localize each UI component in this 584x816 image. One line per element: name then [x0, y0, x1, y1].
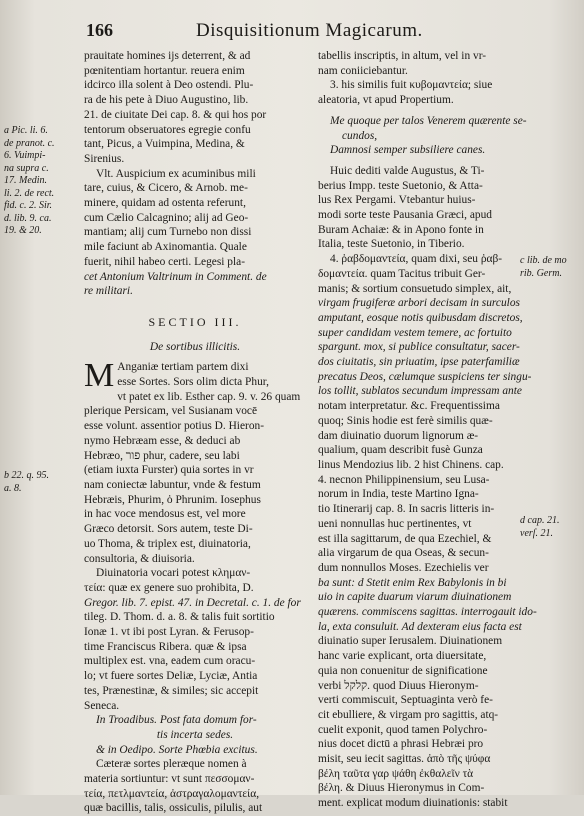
- text-line: tant, Picus, a Vuimpina, Medina, &: [84, 138, 245, 151]
- text-line: linus Mendozius lib. 2 hist Chinens. cap.: [318, 458, 504, 471]
- text-line: materia sortiuntur: vt sunt πεσσομαν-: [84, 773, 255, 786]
- verse-line: & in Oedipo. Sorte Phœbia excitus.: [96, 743, 258, 756]
- text-line: virgam frugiferæ arbori decisam in surculos: [318, 297, 520, 310]
- text-line: uo Thoma, & triplex est, diuinatoria,: [84, 537, 251, 550]
- text-line: notam interpretatur. &c. Frequentissima: [318, 400, 500, 413]
- section-heading: SECTIO III.: [148, 314, 242, 329]
- text-line: tabellis inscriptis, in altum, vel in vr-: [318, 50, 487, 62]
- text-line: Buram Achaiæ: & in Apono fonte in: [318, 223, 484, 236]
- text-line: lus Rex Pergami. Vtebantur huius-: [318, 194, 476, 207]
- text-line: βέλη. & Diuus Hieronymus in Com-: [318, 782, 485, 795]
- text-line: dos ciuitatis, sin priuatim, ipse paterfamiliæ: [318, 356, 520, 369]
- text-line: quæ bacillis, talis, ossiculis, pilulis, aut: [84, 802, 263, 815]
- text-line: los tollit, sublatos secundum impressam ante: [318, 385, 522, 398]
- text-line: cum Cælio Calcagnino; alij ad Geo-: [84, 211, 249, 224]
- text-line: pœnitentiam hortantur. reuera enim: [84, 64, 245, 77]
- text-line: qualium, quam describit fusè Gunza: [318, 444, 483, 457]
- text-line: multiplex est. vna, eadem cum oracu-: [84, 655, 256, 668]
- text-line: Diuinatoria vocari potest κλημαν-: [96, 567, 251, 580]
- text-line: quærens. commiscens sagittas. interrogauit ido-: [318, 606, 537, 619]
- text-line: alia virgarum de qua Oseas, & secun-: [318, 547, 489, 560]
- margin-note-line: d. lib. 9. ca.: [4, 212, 52, 224]
- text-line: cit ebulliere, & virgam pro sagittis, atq-: [318, 708, 499, 721]
- margin-note-b: [4, 470, 80, 495]
- margin-note-c: [520, 255, 584, 280]
- text-line: Vlt. Auspicium ex acuminibus mili: [96, 167, 256, 180]
- text-line: τεία, πετλμαντεία, ἀστραγαλομαντεία,: [84, 787, 260, 800]
- text-line: 4. ῥαβδομαντεία, quam dixi, seu ῥαβ-: [330, 253, 503, 266]
- text-line: verbi קלקל. quod Diuus Hieronym-: [318, 679, 479, 692]
- text-line: esse Sortes. Sors olim dicta Phur,: [117, 376, 269, 389]
- text-line: 3. his similis fuit κυβομαντεία; siue: [330, 79, 493, 92]
- text-line: ment. explicat modum diuinationis: stabit: [318, 797, 508, 810]
- text-line: fuerit, nihil habeo certi. Legesi pla-: [84, 255, 245, 268]
- text-line: minere, quidam ad ostenta referunt,: [84, 197, 246, 210]
- text-line: la, exta consuluit. Ad dexteram eius facta est: [318, 620, 522, 633]
- text-line: ba sunt: d Stetit enim Rex Babylonis in bi: [318, 576, 507, 589]
- left-text-column: [84, 49, 306, 816]
- text-line: tentorum obseruatores egregie confu: [84, 123, 251, 136]
- text-line: uio in capite duarum viarum diuinationem: [318, 591, 512, 604]
- text-line: berius Impp. teste Suetonio, & Atta-: [318, 179, 483, 192]
- verse-line: tis incerta sedes.: [156, 728, 234, 741]
- text-line: Sirenius.: [84, 152, 125, 165]
- paragraph-sortes: [84, 357, 306, 566]
- margin-note-d: [520, 515, 584, 540]
- text-line: 21. de ciuitate Dei cap. 8. & qui hos por: [84, 108, 267, 121]
- running-title: Disquisitionum Magicarum.: [196, 20, 423, 41]
- text-line: re militari.: [84, 285, 133, 298]
- text-line: Hebræis, Phurim, ὁ Phrunim. Iosephus: [84, 493, 261, 506]
- text-line: esse volunt. assentior potius D. Hieron-: [84, 420, 265, 433]
- text-line: amputant, eosque notis quibusdam discretos,: [318, 311, 523, 324]
- text-line: mile faciunt ab Axinomantia. Quale: [84, 241, 247, 254]
- section-subtitle: De sortibus illicitis.: [149, 340, 241, 353]
- page-number: 166: [86, 20, 113, 40]
- text-line: norum in India, teste Martino Igna-: [318, 488, 479, 501]
- text-line: precatus Deos, cælumque suspiciens ter singu-: [318, 370, 532, 383]
- text-line: spargunt. mox, si publice consultatur, sacer-: [318, 341, 520, 354]
- margin-note-line: a Pic. li. 6.: [4, 125, 48, 136]
- text-line: prauitate homines ijs deterrent, & ad: [84, 50, 251, 62]
- verse-line: In Troadibus. Post fata domum for-: [96, 714, 257, 727]
- text-line: mantiam; alij cum Turnebo non dissi: [84, 226, 252, 239]
- text-line: cuelit exponit, quod tamen Polychro-: [318, 723, 488, 736]
- text-line: Anganiæ tertiam partem dixi: [117, 361, 249, 374]
- text-line: verti commiscuit, Septuaginta verò fe-: [318, 694, 493, 707]
- text-line: misit, seu iecit sagittas. ἀπὸ τῆς ψύφα: [318, 753, 491, 766]
- text-line: est illa sagittarum, de qua Ezechiel, &: [318, 532, 492, 545]
- verse-line: cundos,: [342, 129, 378, 142]
- text-line: manis; & sortium consuetudo simplex, ait,: [318, 282, 512, 295]
- margin-note-line: na supra c.: [4, 162, 49, 174]
- text-line: nam coniectæ labuntur, vnde & festum: [84, 478, 261, 491]
- text-line: βέλη ταῦτα γαρ ψάθη ἐκθαλεῖν τὰ: [318, 767, 474, 780]
- text-line: lo; vt fuere sortes Deliæ, Lyciæ, Antia: [84, 670, 258, 683]
- text-line: (etiam iuxta Furster) quia sortes in vr: [84, 464, 254, 477]
- text-line: vt patet ex lib. Esther cap. 9. v. 26 quam: [117, 390, 301, 403]
- margin-note-line: 6. Vuimpi-: [4, 150, 46, 161]
- text-line: cet Antonium Valtrinum in Comment. de: [84, 270, 267, 283]
- text-line: tio Itinerarij cap. 8. In sacris litteris in-: [318, 503, 495, 516]
- text-line: tileg. D. Thom. d. a. 8. & talis fuit sortitio: [84, 611, 275, 624]
- text-line: hanc varie explicant, orta diuersitate,: [318, 650, 487, 663]
- margin-note-line: b 22. q. 95.: [4, 470, 49, 481]
- margin-note-line: de pranot. c.: [4, 137, 55, 149]
- text-line: dam diuinatio duorum lignorum æ-: [318, 429, 479, 442]
- text-line: idcirco illa solent à Deo ostendi. Plu-: [84, 79, 254, 92]
- margin-note-line: a. 8.: [4, 482, 22, 494]
- verse-line: Damnosi semper subsiliere canes.: [330, 144, 486, 157]
- page-header: [86, 20, 514, 46]
- margin-note-a: [4, 125, 80, 238]
- text-line: modi sorte teste Pausania Græci, apud: [318, 209, 492, 222]
- text-line: quia non conuenitur de significatione: [318, 664, 488, 677]
- margin-note-line: li. 2. de rect.: [4, 187, 55, 199]
- margin-note-line: d cap. 21.: [520, 515, 560, 526]
- text-line: ueni nonnullas huc pertinentes, vt: [318, 517, 472, 530]
- text-line: Cæteræ sortes pleræque nomen à: [96, 758, 247, 771]
- drop-capital: M: [84, 357, 115, 395]
- verse-line: Me quoque per talos Venerem quærente se-: [330, 114, 527, 127]
- text-line: Hebræo, פור phur, cadere, seu labi: [84, 449, 240, 462]
- text-line: super candidam vestem temere, ac fortuito: [318, 326, 512, 339]
- text-line: Græco detorsit. Sors autem, teste Di-: [84, 523, 253, 536]
- text-line: tare, cuius, & Cicero, & Arnob. me-: [84, 182, 248, 195]
- text-line: Seneca.: [84, 699, 120, 712]
- text-line: Gregor. lib. 7. epist. 47. in Decretal. c. 1. de for: [84, 596, 301, 609]
- text-line: in hac voce mendosus est, vel more: [84, 508, 246, 521]
- text-line: time Franciscus Ribera. quæ & ipsa: [84, 640, 247, 653]
- margin-note-line: fid. c. 2. Sir.: [4, 200, 53, 211]
- text-line: nam coniiciebantur.: [318, 64, 408, 77]
- text-line: diuinatio super Ierusalem. Diuinationem: [318, 635, 503, 648]
- text-line: consultoria, & diuisoria.: [84, 552, 195, 565]
- margin-note-line: 19. & 20.: [4, 225, 42, 236]
- text-line: δομαντεία. quam Tacitus tribuit Ger-: [318, 267, 486, 280]
- text-line: nius docet dictū a phrasi Hebræi pro: [318, 738, 484, 751]
- margin-note-line: rib. Germ.: [520, 267, 562, 279]
- margin-note-line: c lib. de mo: [520, 255, 567, 266]
- text-line: dum nonnullos Moses. Ezechielis ver: [318, 561, 489, 574]
- text-line: ra de his pete à Diuo Augustino, lib.: [84, 94, 249, 107]
- text-line: tes, Prænestinæ, & similes; sic accepit: [84, 684, 259, 697]
- text-line: Italia, teste Suetonio, in Tiberio.: [318, 238, 465, 251]
- text-line: τεία: quæ ex genere suo prohibita, D.: [84, 581, 254, 594]
- text-line: aleatoria, vt apud Propertium.: [318, 94, 454, 107]
- text-line: Ionæ 1. vt ibi post Lyran. & Ferusop-: [84, 626, 254, 639]
- margin-note-line: 17. Medin.: [4, 175, 48, 186]
- text-line: Huic dediti valde Augustus, & Ti-: [330, 164, 485, 177]
- text-line: quoq; Sinis hodie est ferè similis quæ-: [318, 414, 493, 427]
- text-line: 4. necnon Philippinensium, seu Lusa-: [318, 473, 490, 486]
- margin-note-line: verſ. 21.: [520, 527, 554, 539]
- text-line: plerique Persicam, vel Susianam vocē: [84, 405, 258, 418]
- text-line: nymo Hebræam esse, & deduci ab: [84, 434, 241, 447]
